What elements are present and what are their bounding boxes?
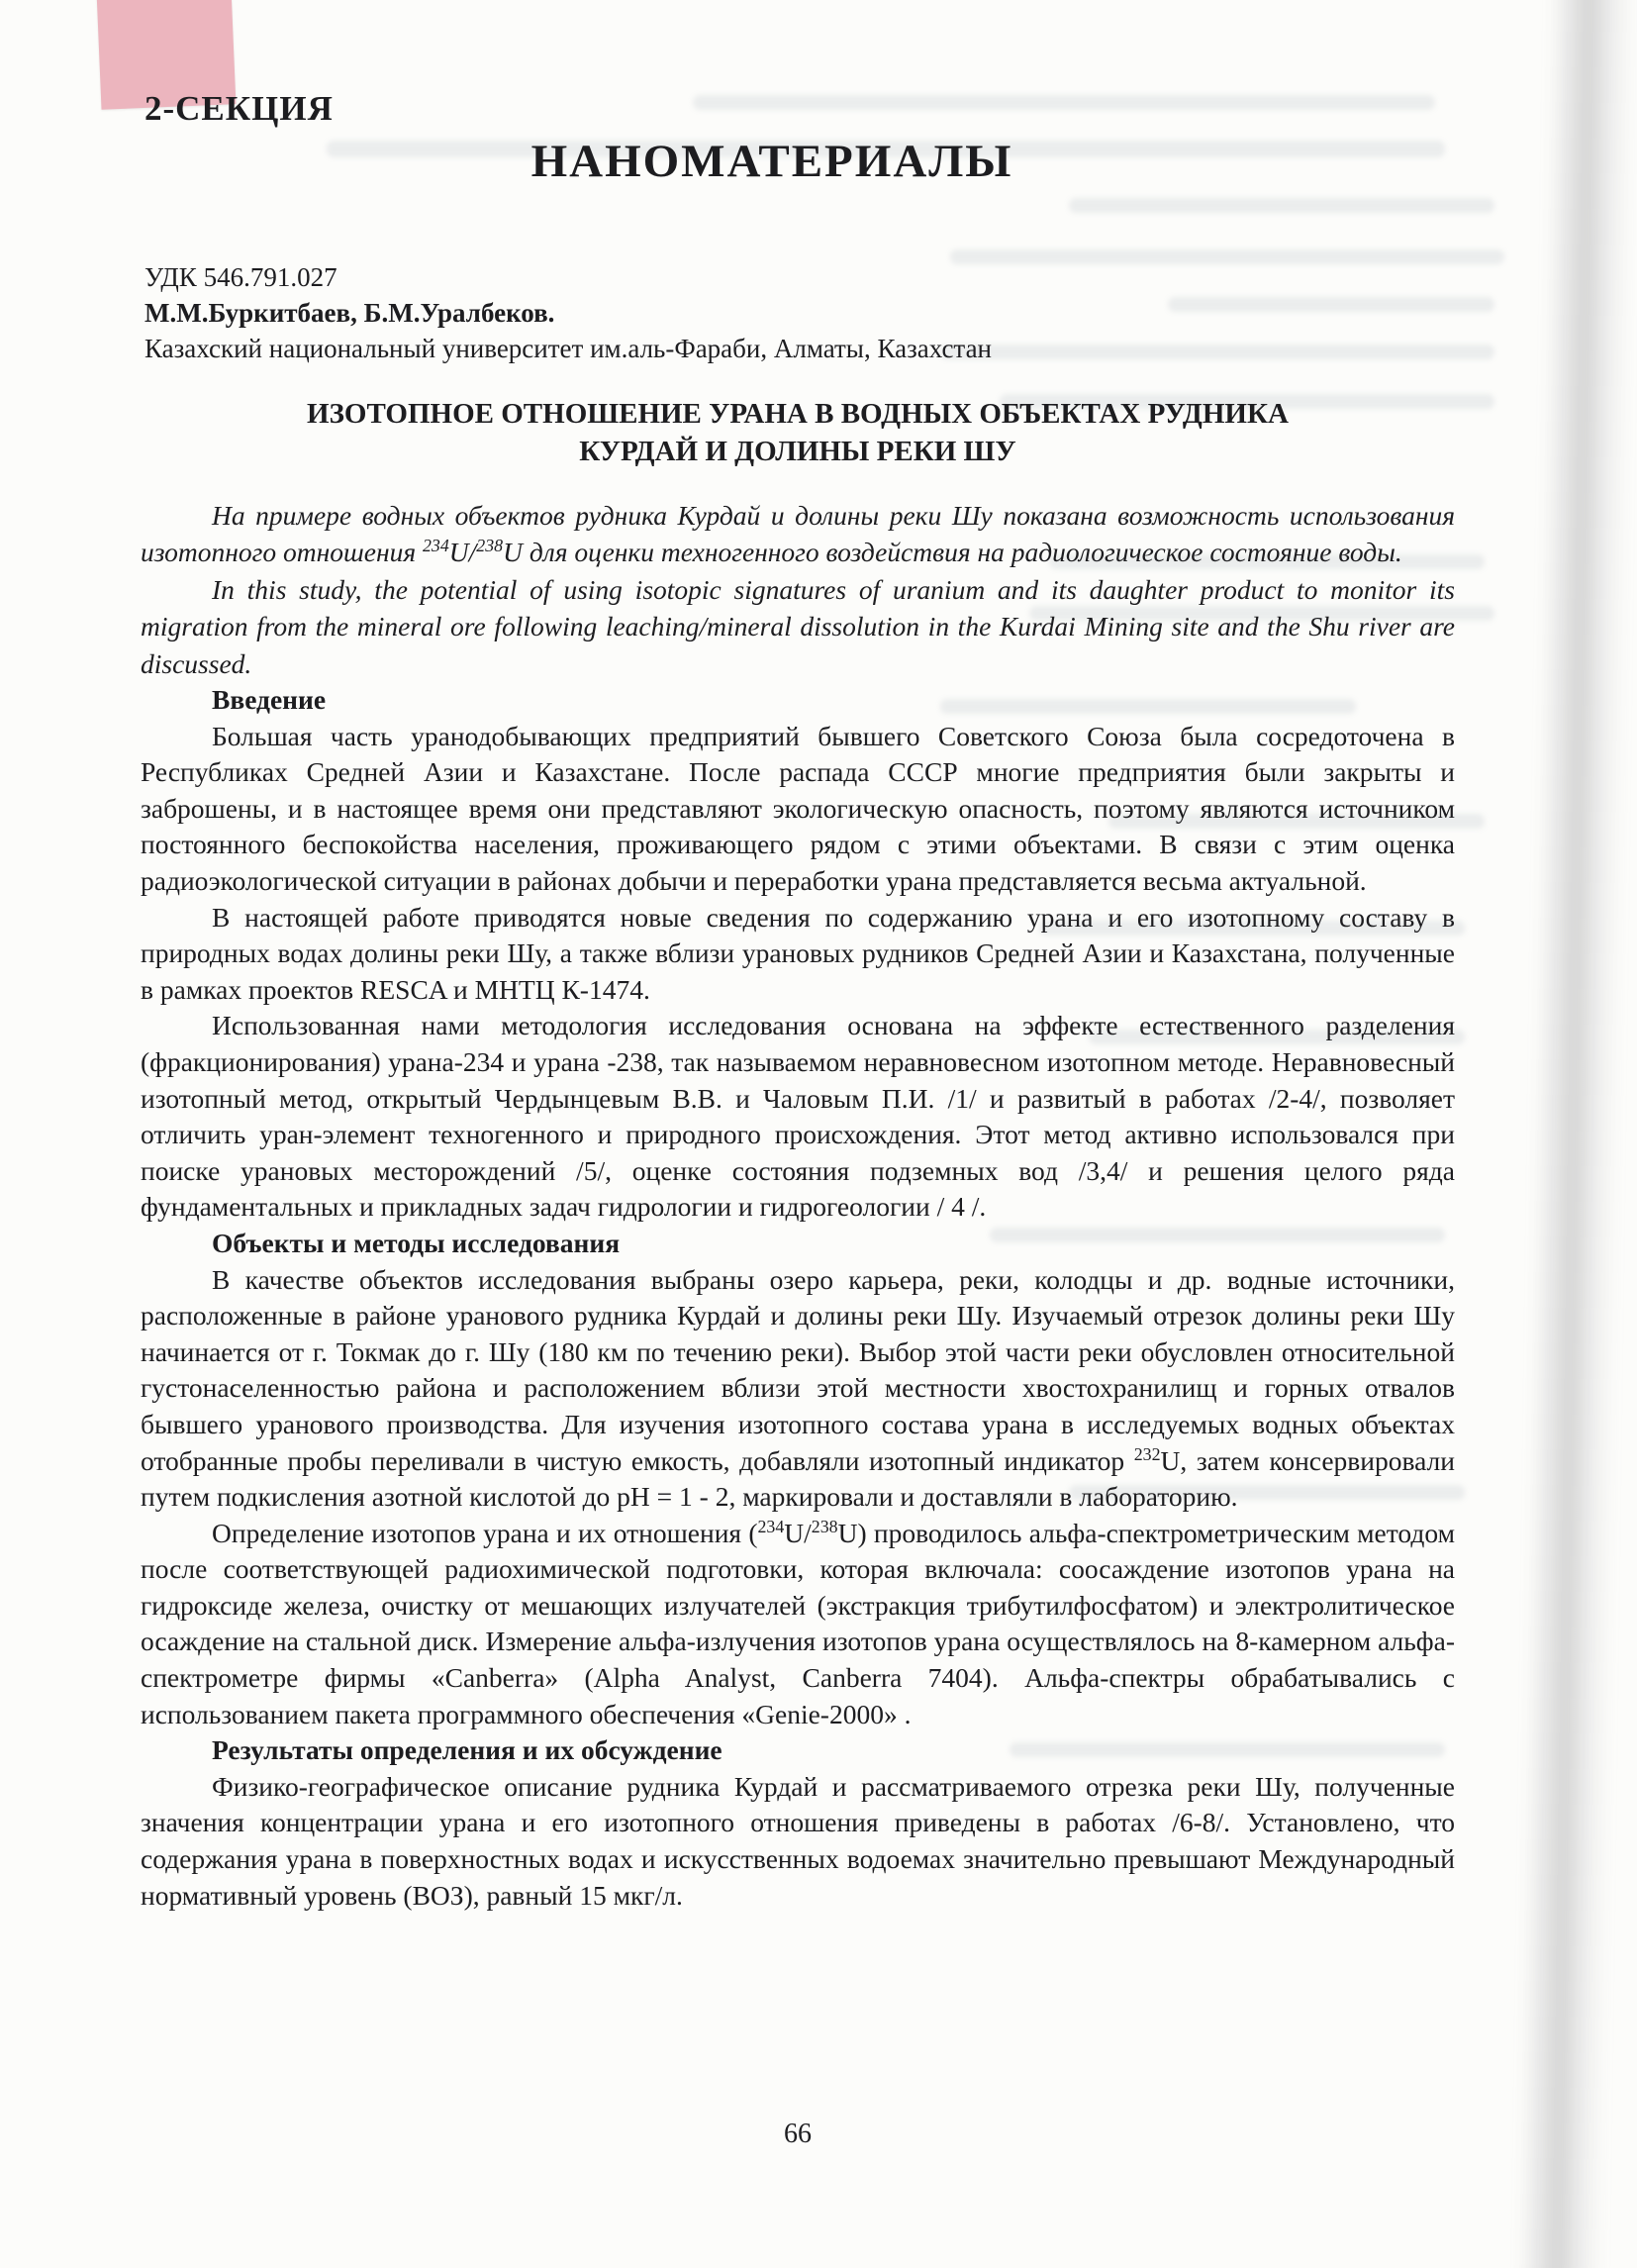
bleed-through-text xyxy=(693,95,1435,110)
paper-title-line-2: КУРДАЙ И ДОЛИНЫ РЕКИ ШУ xyxy=(579,436,1016,467)
heading-introduction: Введение xyxy=(212,684,327,716)
paper-meta xyxy=(144,259,992,366)
bleed-through-text xyxy=(1168,297,1494,312)
paragraph-intro-2: В настоящей работе приводятся новые сведения по содержанию урана и его изотопному составу в природных водах долины реки Шу, а также вблизи урановых рудников Средней Азии и Казахстана, полученные в рамках проектов RESCA и МНТЦ К-1474. xyxy=(141,901,1455,1005)
page-curl-shadow xyxy=(1517,0,1636,2268)
bleed-through-text xyxy=(950,249,1504,264)
chapter-title: НАНОМАТЕРИАЛЫ xyxy=(530,136,1013,187)
bleed-through-text xyxy=(940,345,1494,359)
abstract-english: In this study, the potential of using isotopic signatures of uranium and its daughter product to monitor its migration from the mineral ore following leaching/mineral dissolution in the Kurdai Mining site and the Shu river are discussed. xyxy=(141,573,1455,679)
paragraph-objects-1: В качестве объектов исследования выбраны озеро карьера, реки, колодцы и др. водные источники, расположенные в районе уранового рудника Курдай и долины реки Шу. Изучаемый отрезок долины реки Шу начинается от г. Токмак до г. Шу (180 км по течению реки). Выбор этой части реки обусловлен относительной густонаселенностью района и расположением вблизи этой местности хвостохранилищ и горных отвалов бывшего уранового производства. Для изучения изотопного состава урана в исследуемых водных объектах отобранные пробы переливали в чистую емкость, добавляли изотопный индикатор $^{232}$U, затем консервировали путем подкисления азотной кислотой до pH = 1 - 2, маркировали и доставляли в лабораторию. xyxy=(141,1263,1455,1513)
article-body xyxy=(141,497,1455,1914)
section-label: 2-СЕКЦИЯ xyxy=(144,89,334,128)
abstract-russian: На примере водных объектов рудника Курдай и долины реки Шу показана возможность использования изотопного отношения $^{234}$U/$^{238}$U для оценки техногенного воздействия на радиологическое состояние воды. xyxy=(141,500,1455,568)
paragraph-intro-3: Использованная нами методология исследования основана на эффекте естественного разделения (фракционирования) урана-234 и урана -238, так называемом неравновесном изотопном методе. Неравновесный изотопный метод, открытый Чердынцевым В.В. и Чаловым П.И. /1/ и развитый в работах /2-4/, позволяет отличить уран-элемент техногенного и природного происхождения. Этот метод активно использовался при поиске урановых месторождений /5/, оценке состояния подземных вод /3,4/ и решения целого ряда фундаментальных и прикладных задач гидрологии и гидрогеологии / 4 /. xyxy=(141,1010,1455,1223)
affiliation-line: Казахский национальный университет им.аль-Фараби, Алматы, Казахстан xyxy=(144,334,992,363)
bleed-through-text xyxy=(1069,198,1494,213)
paragraph-objects-2: Определение изотопов урана и их отношения ($^{234}$U/$^{238}$U) проводилось альфа-спектрометрическим методом после соответствующей радиохимической подготовки, которая включала: соосаждение изотопов урана на гидроксиде железа, очистку от мешающих излучателей (экстракция трибутилфосфатом) и электролитическое осаждение на стальной диск. Измерение альфа-излучения изотопов урана осуществлялось на 8-камерном альфа-спектрометре фирмы «Canberra» (Alpha Analyst, Canberra 7404). Альфа-спектры обрабатывались с использованием пакета программного обеспечения «Genie-2000» . xyxy=(141,1516,1455,1729)
paragraph-results-1: Физико-географическое описание рудника Курдай и рассматриваемого отрезка реки Шу, полученные значения концентрации урана и его изотопного отношения приведены в работах /6-8/. Установлено, что содержания урана в поверхностных водах и искусственных водоемах значительно превышают Международный нормативный уровень (ВОЗ), равный 15 мкг/л. xyxy=(141,1770,1455,1911)
paper-title-line-1: ИЗОТОПНОЕ ОТНОШЕНИЕ УРАНА В ВОДНЫХ ОБЪЕКТАХ РУДНИКА xyxy=(307,398,1289,430)
heading-results: Результаты определения и их обсуждение xyxy=(212,1734,722,1766)
paragraph-intro-1: Большая часть уранодобывающих предприятий бывшего Советского Союза была сосредоточена в Республиках Средней Азии и Казахстане. После распада СССР многие предприятия были закрыты и заброшены, и в настоящее время они представляют экологическую опасность, поэтому являются источником постоянного беспокойства населения, проживающего рядом с этими объектами. В связи с этим оценка радиоэкологической ситуации в районах добычи и переработки урана представляется весьма актуальной. xyxy=(141,720,1455,896)
udk-number: УДК 546.791.027 xyxy=(144,262,337,292)
authors-line: М.М.Буркитбаев, Б.М.Уралбеков. xyxy=(144,298,555,328)
page-number: 66 xyxy=(784,2119,812,2149)
heading-objects-methods: Объекты и методы исследования xyxy=(212,1227,621,1258)
paper-title xyxy=(141,395,1455,470)
